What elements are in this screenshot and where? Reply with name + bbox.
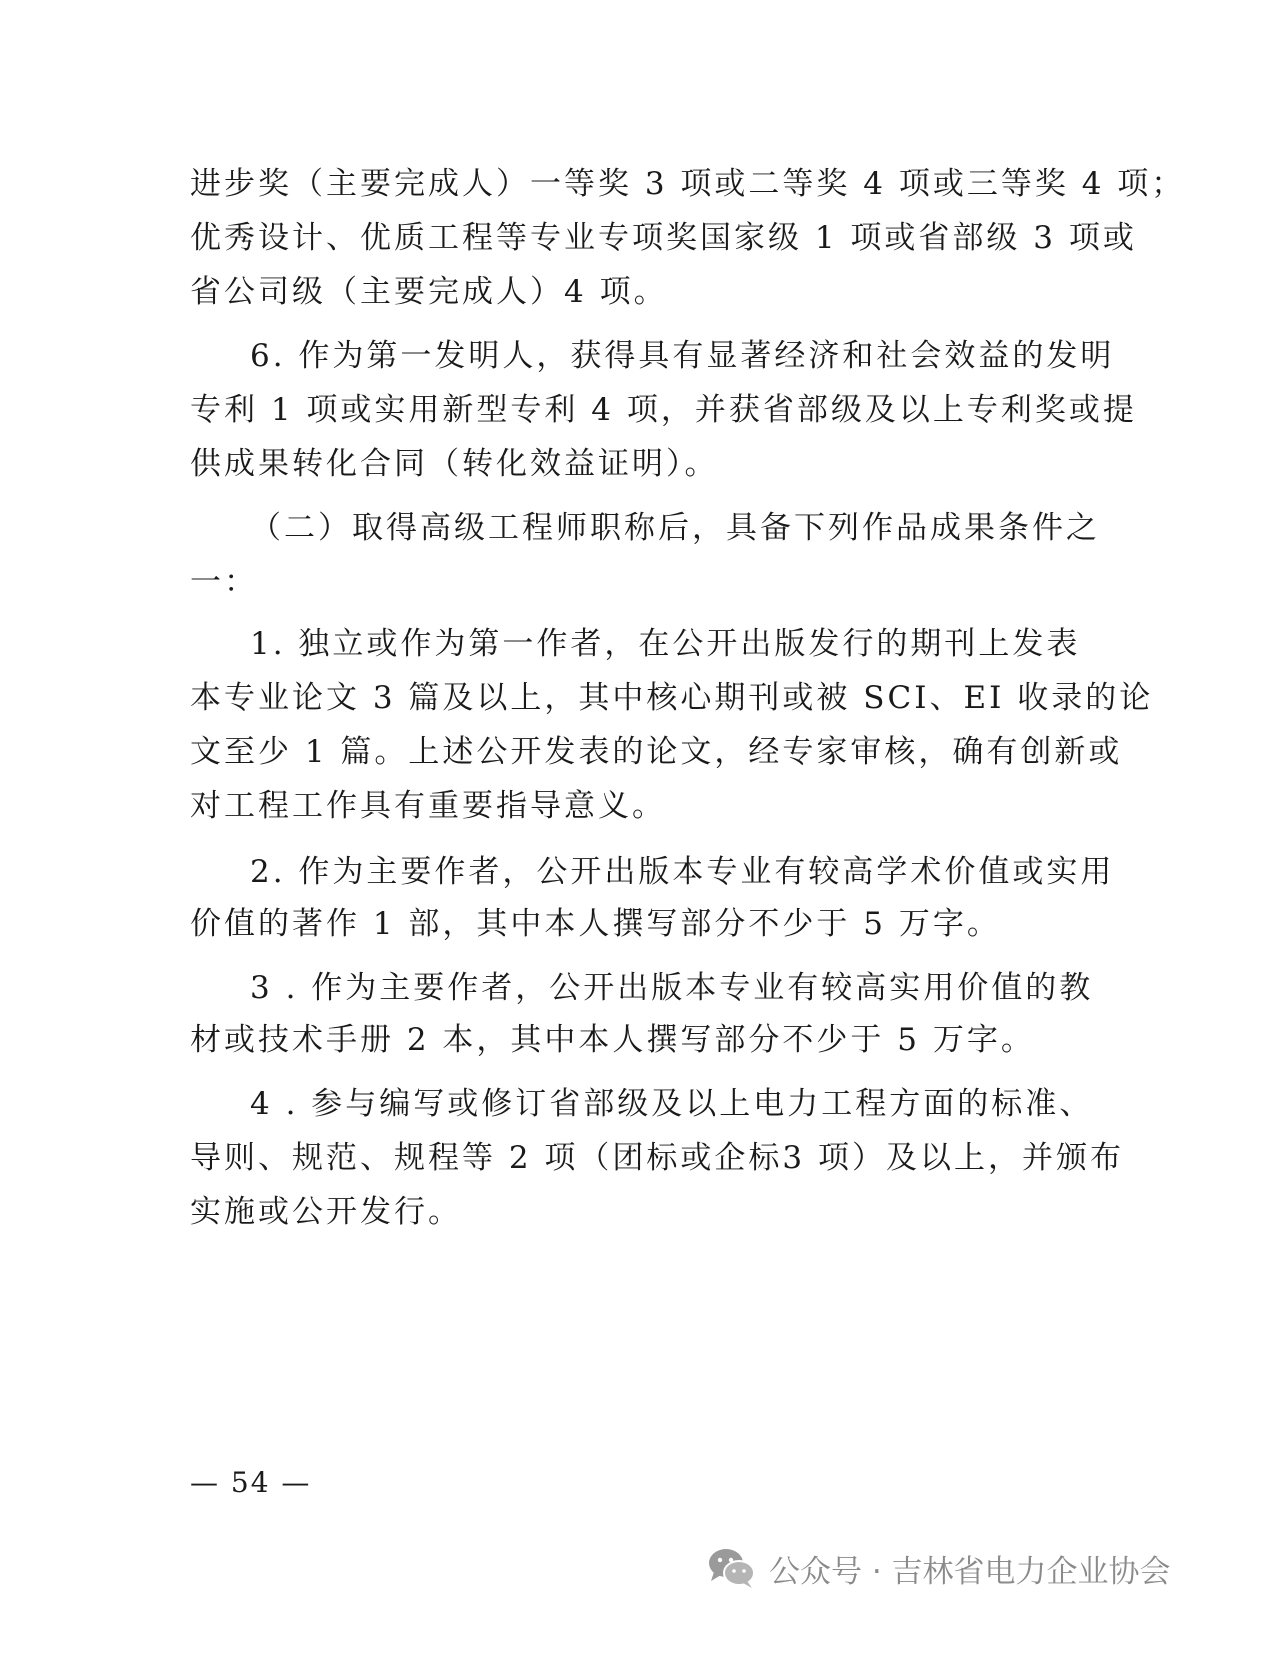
paragraph-line: 2. 作为主要作者，公开出版本专业有较高学术价值或实用 — [250, 854, 1115, 890]
paragraph-line: 对工程工作具有重要指导意义。 — [190, 788, 666, 824]
paragraph-line: 价值的著作 1 部，其中本人撰写部分不少于 5 万字。 — [190, 906, 1001, 942]
paragraph-line: 导则、规范、规程等 2 项（团标或企标3 项）及以上，并颁布 — [190, 1140, 1125, 1176]
paragraph-line: 供成果转化合同（转化效益证明）。 — [190, 446, 719, 482]
section-heading-line: 一： — [190, 564, 258, 600]
page-number: — 54 — — [190, 1466, 312, 1499]
watermark-text: 公众号 · 吉林省电力企业协会 — [769, 1553, 1171, 1590]
paragraph-line: 专利 1 项或实用新型专利 4 项，并获省部级及以上专利奖或提 — [190, 392, 1137, 428]
paragraph-line: 本专业论文 3 篇及以上，其中核心期刊或被 SCI、EI 收录的论 — [190, 680, 1154, 716]
paragraph-line: 进步奖（主要完成人）一等奖 3 项或二等奖 4 项或三等奖 4 项； — [190, 166, 1186, 202]
watermark — [705, 1545, 1171, 1591]
paragraph-line: 材或技术手册 2 本，其中本人撰写部分不少于 5 万字。 — [190, 1022, 1035, 1058]
wechat-icon — [705, 1545, 759, 1591]
paragraph-line: 1. 独立或作为第一作者，在公开出版发行的期刊上发表 — [250, 626, 1081, 662]
paragraph-line: 省公司级（主要完成人）4 项。 — [190, 274, 668, 310]
section-heading-line: （二）取得高级工程师职称后，具备下列作品成果条件之 — [250, 510, 1100, 546]
paragraph-line: 4 . 参与编写或修订省部级及以上电力工程方面的标准、 — [250, 1086, 1094, 1122]
paragraph-line: 3 . 作为主要作者，公开出版本专业有较高实用价值的教 — [250, 970, 1094, 1006]
paragraph-line: 文至少 1 篇。上述公开发表的论文，经专家审核，确有创新或 — [190, 734, 1123, 770]
paragraph-line: 优秀设计、优质工程等专业专项奖国家级 1 项或省部级 3 项或 — [190, 220, 1137, 256]
paragraph-line: 6. 作为第一发明人，获得具有显著经济和社会效益的发明 — [250, 338, 1115, 374]
paragraph-line: 实施或公开发行。 — [190, 1194, 462, 1230]
